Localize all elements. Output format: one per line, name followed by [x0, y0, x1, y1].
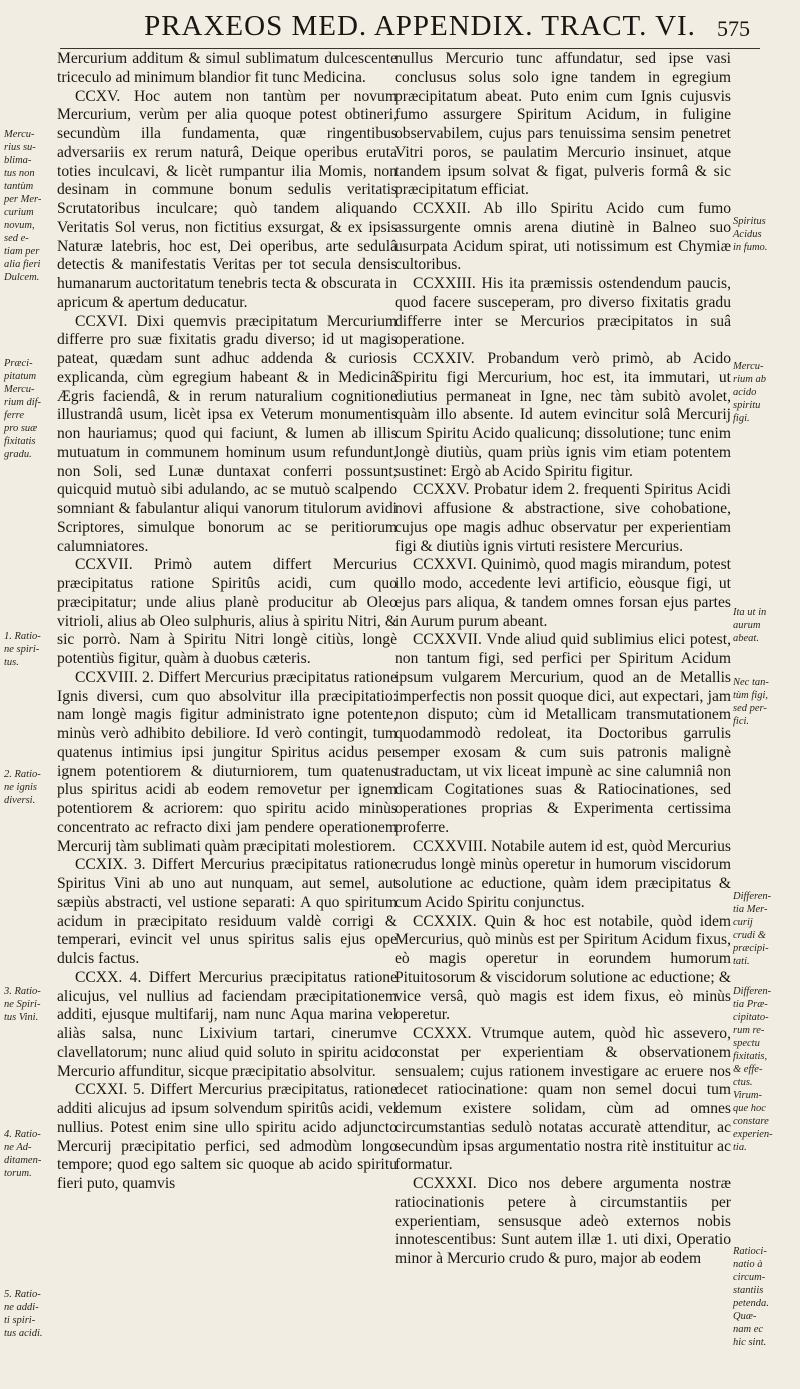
margin-note-line: experien-	[733, 1129, 773, 1140]
margin-note-line: spiritu	[733, 400, 761, 411]
paragraph: CCXXV. Probatur idem 2. frequenti Spiritus Acidi novi affusione & abstractione, sive cohobatione, cujus ope magis adhuc observatur per experientiam figi & diutiùs ignis virtuti resistere Mercurius.	[395, 481, 731, 555]
paragraph: CCXXVI. Quinimò, quod magis mirandum, potest illo modo, accedente levi artificio, eòusque figi, ut ejus pars aliqua, & tandem omnes forsan ejus partes in Aurum purum abeant.	[395, 556, 731, 630]
margin-note-line: rium ab	[733, 374, 766, 385]
paragraph: CCXIX. 3. Differt Mercurius præcipitatus ratione Spiritus Vini ab uno aut nunquam, aut semel, aut sæpiùs abstracti, vel ustione separati: A quo spiritum acidum in præcipitato residuum valdè corrigi & temperari, evincit vel unus spiritus salis ejus ope dulcis factus.	[57, 856, 397, 967]
margin-note-line: curium	[4, 207, 34, 218]
margin-note-line: Differen-	[733, 891, 772, 902]
right-text-column	[395, 50, 731, 1382]
margin-note-line: tati.	[733, 956, 750, 967]
margin-note-line: ne Spiri-	[4, 999, 41, 1010]
margin-note-line: ne spiri-	[4, 644, 40, 655]
margin-note-line: 3. Ratio-	[4, 986, 41, 997]
margin-note-line: Mercu-	[4, 384, 35, 395]
margin-note-line: tia Mer-	[733, 904, 768, 915]
margin-note-line: 2. Ratio-	[4, 769, 41, 780]
margin-note-line: natio à	[733, 1259, 763, 1270]
margin-note	[733, 360, 795, 425]
margin-note-line: pitatum	[4, 371, 37, 382]
margin-note	[733, 985, 795, 1154]
margin-note-line: fici.	[733, 716, 750, 727]
margin-note	[4, 768, 54, 807]
margin-note-line: nam ec	[733, 1324, 764, 1335]
margin-note-line: curij	[733, 917, 753, 928]
margin-note-line: ne Ad-	[4, 1142, 32, 1153]
margin-note-line: rium dif-	[4, 397, 42, 408]
margin-note-line: ditamen-	[4, 1155, 42, 1166]
margin-note-line: tùm figi,	[733, 690, 769, 701]
paragraph: Mercurium additum & simul sublimatum dulcescente triceculo ad minimum blandior fit tunc Medicina.	[57, 50, 397, 86]
margin-note-line: ctus.	[733, 1077, 753, 1088]
margin-note-line: 4. Ratio-	[4, 1129, 41, 1140]
margin-note-line: præcipi-	[733, 943, 769, 954]
paragraph: CCXV. Hoc autem non tantùm per novum Mercurium, verùm per alia quoque potest obtineri, secundùm illa fundamenta, quæ ringentibus adversariis ex rerum naturâ, Deique operibus eruta toties inculcavi, & licèt rumpantur ilia Momis, non desinam in commune bonum sedulis veritatis Scrutatoribus inculcare; quò tandem aliquando Veritatis Sol verus, non fictitius exsurgat, & ex ipsis Naturæ latebris, hoc est, Dei operibus, arte sedulâ detectis & manifestatis Veritas per tot secula densis humanarum auctoritatum tenebris tecta & obscurata in apricum & apertum deducatur.	[57, 87, 397, 311]
margin-note-line: circum-	[733, 1272, 766, 1283]
margin-note-line: abeat.	[733, 633, 759, 644]
margin-note-line: tantùm	[4, 181, 34, 192]
margin-note-line: Dulcem.	[4, 272, 40, 283]
left-text-column	[57, 50, 397, 1382]
margin-note	[4, 1288, 54, 1340]
margin-note-line: Differen-	[733, 986, 772, 997]
paragraph: CCXXXI. Dico nos debere argumenta nostræ ratiocinationis petere à circumstantiis per experientiam, sensusque adeò externos nobis innotescentibus: Sunt autem illæ 1. uti dixi, Operatio minor à Mercurio crudo & puro, major ab eodem	[395, 1175, 731, 1267]
margin-note-line: hic sint.	[733, 1337, 767, 1348]
margin-note-line: sed e-	[4, 233, 29, 244]
margin-note-line: Mercu-	[4, 129, 35, 140]
margin-note-line: tus Vini.	[4, 1012, 39, 1023]
margin-note-line: Ratioci-	[733, 1246, 767, 1257]
margin-note-line: Spiritus	[733, 216, 766, 227]
margin-note-line: 5. Ratio-	[4, 1289, 41, 1300]
margin-note-line: ne addi-	[4, 1302, 39, 1313]
margin-note-line: fixitatis	[4, 436, 36, 447]
margin-note	[733, 676, 795, 728]
margin-note-line: ti spiri-	[4, 1315, 36, 1326]
paragraph: nullus Mercurio tunc affundatur, sed ipse vasi conclusus solus solo igne tandem in egregium præcipitatum abeat. Puto enim cum Ignis cujusvis fumo assurgere Spiritum Acidum, in fuligine observabilem, cujus pars tenuissima sensim penetret Vitri poros, se paulatim Mercurio insinuet, atque tandem ipsum solvat & figat, pulveris formâ & sic præcipitatum efficiat.	[395, 50, 731, 199]
margin-note-line: constare	[733, 1116, 769, 1127]
paragraph: CCXXX. Vtrumque autem, quòd hìc assevero, constat per experientiam & observationem sensualem; cujus rationem investigare ac eruere nos decet ratiocinatione: quam non semel docui tum demum existere solidam, cùm ad omnes circumstantias sedulò notatas accuratè attenditur, ac secundùm ipsas argumentatio nostra ritè instituitur ac formatur.	[395, 1025, 731, 1174]
margin-note-line: spectu	[733, 1038, 760, 1049]
margin-note-line: figi.	[733, 413, 750, 424]
paragraph: CCXVII. Primò autem differt Mercurius præcipitatus ratione Spiritûs acidi, cum quo præcipitatur; unde alius planè producitur ab Oleo vitrioli, alius ab Oleo sulphuris, alius à spiritu Nitri, & sic porrò. Nam à Spiritu Nitri longè citiùs, longè potentiùs figitur, quàm à duobus cæteris.	[57, 556, 397, 667]
margin-note-line: acido	[733, 387, 757, 398]
margin-note	[733, 890, 795, 968]
paragraph: CCXXVII. Vnde aliud quid sublimius elici potest, non tantum figi, sed perfici per Spiritum Acidum ipsum vulgarem Mercurium, quod an de Metallis imperfectis non possit quoque dici, aut expectari, jam non disputo; cùm id Metallicam transmutationem quodammodò redoleat, ita Doctoribus garrulis semper exosam & cum suis patronis malignè traductam, ut vix liceat impunè ac sine calumniâ non dicam Cogitationes suas & Ratiocinationes, sed operationes proprias & Experimenta certissima proferre.	[395, 631, 731, 836]
margin-note-line: tus.	[4, 657, 19, 668]
margin-note	[4, 630, 54, 669]
paragraph: CCXVI. Dixi quemvis præcipitatum Mercurium differre pro suæ fixitatis gradu diverso; id ut magis pateat, quædam sunt adhuc addenda & curiosis explicanda, cùm egregium habeant & in Medicinâ Ægris faciendâ, & in rerum naturalium cognitione illustrandâ usum, licèt ipsa ex Veterum monumentis non hauriamus; quod qui faciunt, & lumen ab illis mutuatum in communem hominum usum refundunt, non Soli, sed Lunæ duntaxat conferri possunt; quicquid mutuò sibi adulando, ac se mutuò scalpendo somniant & fabulantur aliqui vanorum titulorum avidi Scriptores, simulque bonorum ac se peritiorum calumniatores.	[57, 312, 397, 555]
margin-note-line: per Mer-	[4, 194, 42, 205]
margin-note-line: Acidus	[733, 229, 762, 240]
margin-note-line: ne ignis	[4, 782, 37, 793]
margin-note-line: 1. Ratio-	[4, 631, 41, 642]
margin-note-line: novum,	[4, 220, 35, 231]
margin-note-line: pro suæ	[4, 423, 38, 434]
margin-note-line: alia fieri	[4, 259, 41, 270]
margin-note-line: tiam per	[4, 246, 40, 257]
margin-note	[733, 1245, 795, 1349]
margin-note-line: Præci-	[4, 358, 33, 369]
margin-note-line: sed per-	[733, 703, 767, 714]
margin-note-line: in fumo.	[733, 242, 768, 253]
margin-note-line: cipitato-	[733, 1012, 769, 1023]
paragraph: CCXXIII. His ita præmissis ostendendum paucis, quod facere susceperam, pro diverso fixitatis gradu differre inter se Mercurios præcipitatos in suâ operatione.	[395, 275, 731, 349]
margin-note-line: diversi.	[4, 795, 36, 806]
margin-note-line: tia.	[733, 1142, 747, 1153]
paragraph: CCXX. 4. Differt Mercurius præcipitatus ratione alicujus, vel nullius ad faciendam præcipitationem additi, ejusque multifarij, nam nunc Aqua marina vel aliàs salsa, nunc Lixivium tartari, cinerumve clavellatorum; nunc aliud quid soluto in spiritu acido Mercurio affunditur, sicque præcipitatio absolvitur.	[57, 968, 397, 1080]
margin-note	[4, 357, 54, 461]
page-number: 575	[717, 16, 750, 41]
running-head: PRAXEOS MED. APPENDIX. TRACT. VI.	[144, 10, 696, 42]
margin-note	[4, 1128, 54, 1180]
margin-note	[733, 606, 795, 645]
margin-note-line: crudi &	[733, 930, 766, 941]
margin-note-line: Nec tan-	[733, 677, 769, 688]
margin-note-line: aurum	[733, 620, 761, 631]
margin-note	[4, 985, 54, 1024]
margin-note-line: gradu.	[4, 449, 32, 460]
paragraph: CCXXI. 5. Differt Mercurius præcipitatus, ratione additi alicujus ad ipsum solvendum spiritûs acidi, vel nullius. Potest enim sine ullo spiritu acido adjuncto Mercurij præcipitatio perfici, sed admodùm longo tempore; quod ego saltem sic quoque ab acido spiritu fieri puto, quamvis	[57, 1081, 397, 1192]
margin-note-line: ferre	[4, 410, 25, 421]
paragraph: CCXXII. Ab illo Spiritu Acido cum fumo assurgente omnis arena diutinè in Balneo suo usurpata Acidum spirat, uti notissimum est Chymiæ cultoribus.	[395, 200, 731, 274]
margin-note-line: tus acidi.	[4, 1328, 43, 1339]
margin-note-line: que hoc	[733, 1103, 766, 1114]
paragraph: CCXXVIII. Notabile autem id est, quòd Mercurius crudus longè minùs operetur in humorum viscidorum solutione ac eductione, quàm idem præcipitatus & cum Acido Spiritu conjunctus.	[395, 837, 731, 911]
margin-note-line: & effe-	[733, 1064, 763, 1075]
margin-note-line: rius su-	[4, 142, 36, 153]
margin-note-line: petenda.	[733, 1298, 769, 1309]
margin-note-line: Quæ-	[733, 1311, 757, 1322]
paragraph: CCXXIX. Quin & hoc est notabile, quòd idem Mercurius, quò minùs est per Spiritum Acidum fixus, eò magis operetur in eorundem humorum Pituitosorum & viscidorum solutione ac eductione; & vice versâ, quò magis est idem fixus, eò minùs operetur.	[395, 912, 731, 1024]
margin-note-line: tus non	[4, 168, 35, 179]
margin-note-line: Mercu-	[733, 361, 764, 372]
paragraph: CCXVIII. 2. Differt Mercurius præcipitatus ratione Ignis diversi, cum quo absolvitur illa præcipitatio: nam longè magis figitur administrato igne potente, minùs verò adhibito debiliore. Id verò contingit, tum quatenus intimius ipsi jungitur Spiritus acidus per ignem potentiorem & diuturniorem, tum quatenus plus spiritus acidi ab eodem removetur per ignem potentiorem & acriorem: quo spiritu acido minùs concentrato ac refracto dixi jam pendere operationem Mercurij tàm sublimati quàm præcipitati molestiorem.	[57, 668, 397, 855]
margin-note-line: stantiis	[733, 1285, 764, 1296]
margin-note	[733, 215, 795, 254]
margin-note-line: Ita ut in	[733, 607, 767, 618]
page-header	[60, 8, 760, 49]
margin-note-line: Virum-	[733, 1090, 762, 1101]
margin-note-line: rum re-	[733, 1025, 765, 1036]
margin-note-line: torum.	[4, 1168, 32, 1179]
margin-note	[4, 128, 54, 284]
paragraph: CCXXIV. Probandum verò primò, ab Acido Spiritu figi Mercurium, hoc est, ita immutari, ut diutius permaneat in Igne, nec tàm subitò avolet, quàm illo absente. Id autem evincitur solâ Mercurij cum Spiritu Acido qualicunq; dissolutione; tunc enim longè diutiùs, quam priùs ignis vim etiam potentem sustinet: Ergò ab Acido Spiritu figitur.	[395, 350, 731, 480]
margin-note-line: blima-	[4, 155, 32, 166]
margin-note-line: tia Præ-	[733, 999, 768, 1010]
margin-note-line: fixitatis,	[733, 1051, 768, 1062]
